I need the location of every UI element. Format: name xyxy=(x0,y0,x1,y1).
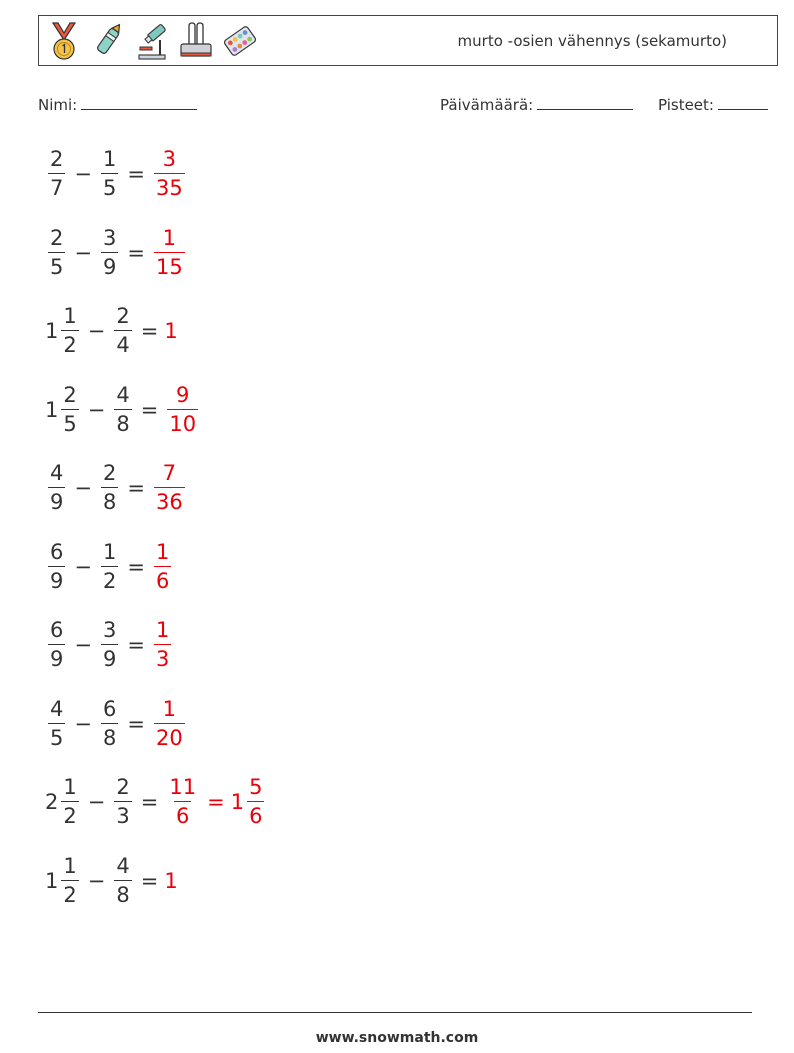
worksheet-title: murto -osien vähennys (sekamurto) xyxy=(457,32,727,50)
answer-denominator: 10 xyxy=(167,409,198,435)
equals-sign: = xyxy=(140,397,159,422)
minuend-numerator: 2 xyxy=(50,147,64,171)
minuend-whole: 1 xyxy=(45,397,59,422)
answer-fraction xyxy=(154,539,171,593)
problem-row xyxy=(45,692,188,756)
minuend-fraction xyxy=(48,149,65,199)
answer-numerator: 9 xyxy=(176,382,190,407)
subtrahend-denominator: 3 xyxy=(114,801,131,827)
answer-fraction xyxy=(167,382,198,436)
minuend-numerator: 1 xyxy=(63,775,77,799)
subtrahend-fraction xyxy=(101,149,118,199)
medal-icon xyxy=(45,20,83,62)
subtrahend-denominator: 4 xyxy=(114,330,131,356)
answer-numerator: 1 xyxy=(162,696,177,721)
subtrahend-numerator: 2 xyxy=(116,304,130,328)
answer-denominator: 35 xyxy=(154,173,185,199)
icon-strip xyxy=(45,20,259,62)
minus-sign: − xyxy=(87,790,106,814)
subtrahend-numerator: 1 xyxy=(102,539,117,564)
minuend-fraction xyxy=(48,696,65,750)
answer-equals-sign: = xyxy=(207,790,225,814)
microscope-icon xyxy=(133,20,171,62)
date-blank[interactable] xyxy=(537,95,633,110)
minuend-fraction xyxy=(48,539,65,593)
score-label: Pisteet: xyxy=(658,96,714,114)
answer-fraction xyxy=(154,463,185,513)
subtrahend-numerator: 2 xyxy=(102,461,117,485)
minuend-denominator: 9 xyxy=(48,487,65,513)
answer-fraction xyxy=(154,620,171,670)
binder-clip-icon xyxy=(177,20,215,62)
minuend-denominator: 9 xyxy=(48,566,65,592)
subtrahend-denominator: 8 xyxy=(101,723,118,749)
subtrahend-numerator: 3 xyxy=(102,225,117,250)
answer-denominator: 3 xyxy=(154,644,171,670)
subtrahend-denominator: 2 xyxy=(101,566,118,592)
minuend-denominator: 2 xyxy=(61,880,78,906)
minuend-denominator: 2 xyxy=(61,330,78,356)
answer xyxy=(151,225,188,279)
answer xyxy=(151,149,188,199)
problem-row xyxy=(45,142,188,206)
date-label: Päivämäärä: xyxy=(440,96,534,114)
answer-numerator: 1 xyxy=(162,225,177,250)
problem-row xyxy=(45,221,188,285)
equals-sign: = xyxy=(140,868,159,893)
equals-sign: = xyxy=(127,240,145,265)
minuend-whole: 2 xyxy=(45,790,59,814)
answer-denominator: 15 xyxy=(154,252,185,278)
footer-url: www.snowmath.com xyxy=(315,1030,479,1046)
answer-denominator: 36 xyxy=(154,487,185,513)
minuend-numerator: 2 xyxy=(50,225,64,250)
answer-numerator: 5 xyxy=(249,775,263,799)
answer xyxy=(164,382,201,436)
minus-sign: − xyxy=(87,868,106,893)
subtrahend-fraction xyxy=(114,777,131,827)
problem-row xyxy=(45,456,188,520)
minus-sign: − xyxy=(74,711,92,736)
marker-icon xyxy=(89,20,127,62)
answer xyxy=(164,869,177,893)
equals-sign: = xyxy=(127,633,145,657)
minus-sign: − xyxy=(87,397,106,422)
minus-sign: − xyxy=(74,633,92,657)
answer-numerator: 7 xyxy=(162,461,177,485)
answer-whole: 1 xyxy=(164,319,178,343)
subtrahend-numerator: 6 xyxy=(102,696,117,721)
answer-whole: 1 xyxy=(164,868,178,893)
minuend-fraction xyxy=(48,463,65,513)
subtrahend-denominator: 9 xyxy=(101,644,118,670)
answer-numerator: 1 xyxy=(155,539,170,564)
subtrahend-numerator: 4 xyxy=(116,853,130,878)
minuend-denominator: 5 xyxy=(48,723,65,749)
equals-sign: = xyxy=(140,790,159,814)
footer-divider xyxy=(38,1012,752,1013)
subtrahend-fraction xyxy=(101,620,118,670)
answer-numerator: 11 xyxy=(169,775,197,799)
equals-sign: = xyxy=(127,711,145,736)
minus-sign: − xyxy=(74,554,92,579)
minuend-fraction xyxy=(61,306,78,356)
answer-denominator: 6 xyxy=(154,566,171,592)
subtrahend-fraction xyxy=(114,306,131,356)
score-blank[interactable] xyxy=(718,95,768,110)
equals-sign: = xyxy=(127,476,145,500)
date-field[interactable] xyxy=(440,95,633,114)
subtrahend-fraction xyxy=(101,225,118,279)
answer xyxy=(151,463,188,513)
minuend-denominator: 2 xyxy=(61,801,78,827)
subtrahend-denominator: 8 xyxy=(114,880,131,906)
equals-sign: = xyxy=(127,162,145,186)
subtrahend-denominator: 8 xyxy=(114,409,131,435)
name-label: Nimi: xyxy=(38,96,78,114)
minuend-numerator: 4 xyxy=(50,696,64,721)
subtrahend-fraction xyxy=(101,696,118,750)
minuend-numerator: 1 xyxy=(63,853,77,878)
subtrahend-fraction xyxy=(114,382,131,436)
minuend-denominator: 9 xyxy=(48,644,65,670)
answer-fraction xyxy=(154,149,185,199)
answer xyxy=(151,620,174,670)
equals-sign: = xyxy=(127,554,145,579)
answer-numerator: 1 xyxy=(155,618,170,642)
answer xyxy=(151,696,188,750)
paint-palette-icon xyxy=(221,20,259,62)
minuend-whole: 1 xyxy=(45,319,59,343)
minuend-whole: 1 xyxy=(45,868,59,893)
name-field[interactable] xyxy=(38,95,197,114)
minuend-denominator: 5 xyxy=(48,252,65,278)
answer-fraction xyxy=(167,777,198,827)
answer xyxy=(151,539,174,593)
answer xyxy=(164,777,267,827)
answer-numerator: 3 xyxy=(162,147,177,171)
minuend-denominator: 5 xyxy=(61,409,78,435)
answer-whole: 1 xyxy=(230,790,245,814)
minus-sign: − xyxy=(74,162,92,186)
answer-denominator: 6 xyxy=(174,801,191,827)
minuend-numerator: 6 xyxy=(50,618,64,642)
minuend-numerator: 1 xyxy=(63,304,77,328)
minus-sign: − xyxy=(74,476,92,500)
name-blank[interactable] xyxy=(81,95,197,110)
subtrahend-denominator: 8 xyxy=(101,487,118,513)
minus-sign: − xyxy=(74,240,92,265)
problem-row xyxy=(45,770,267,834)
minuend-fraction xyxy=(61,382,78,436)
minuend-numerator: 2 xyxy=(63,382,77,407)
minuend-numerator: 6 xyxy=(50,539,64,564)
minuend-fraction xyxy=(61,777,78,827)
minuend-fraction xyxy=(48,620,65,670)
subtrahend-fraction xyxy=(101,539,118,593)
problem-row xyxy=(45,378,201,442)
subtrahend-denominator: 9 xyxy=(101,252,118,278)
subtrahend-numerator: 1 xyxy=(102,147,117,171)
answer-fraction xyxy=(154,696,185,750)
subtrahend-denominator: 5 xyxy=(101,173,118,199)
answer-fraction xyxy=(154,225,185,279)
answer-denominator: 6 xyxy=(247,801,264,827)
subtrahend-numerator: 4 xyxy=(116,382,130,407)
problem-row xyxy=(45,613,174,677)
minus-sign: − xyxy=(87,319,106,343)
subtrahend-fraction xyxy=(114,853,131,907)
subtrahend-numerator: 3 xyxy=(102,618,117,642)
score-field[interactable] xyxy=(658,95,768,114)
minuend-fraction xyxy=(61,853,78,907)
answer xyxy=(164,319,177,343)
subtrahend-numerator: 2 xyxy=(116,775,130,799)
worksheet-header xyxy=(38,15,778,66)
minuend-denominator: 7 xyxy=(48,173,65,199)
equals-sign: = xyxy=(140,319,159,343)
minuend-numerator: 4 xyxy=(50,461,64,485)
subtrahend-fraction xyxy=(101,463,118,513)
problem-row xyxy=(45,299,178,363)
problem-row xyxy=(45,535,174,599)
minuend-fraction xyxy=(48,225,65,279)
answer-fraction xyxy=(247,777,264,827)
answer-denominator: 20 xyxy=(154,723,185,749)
problem-row xyxy=(45,849,178,913)
